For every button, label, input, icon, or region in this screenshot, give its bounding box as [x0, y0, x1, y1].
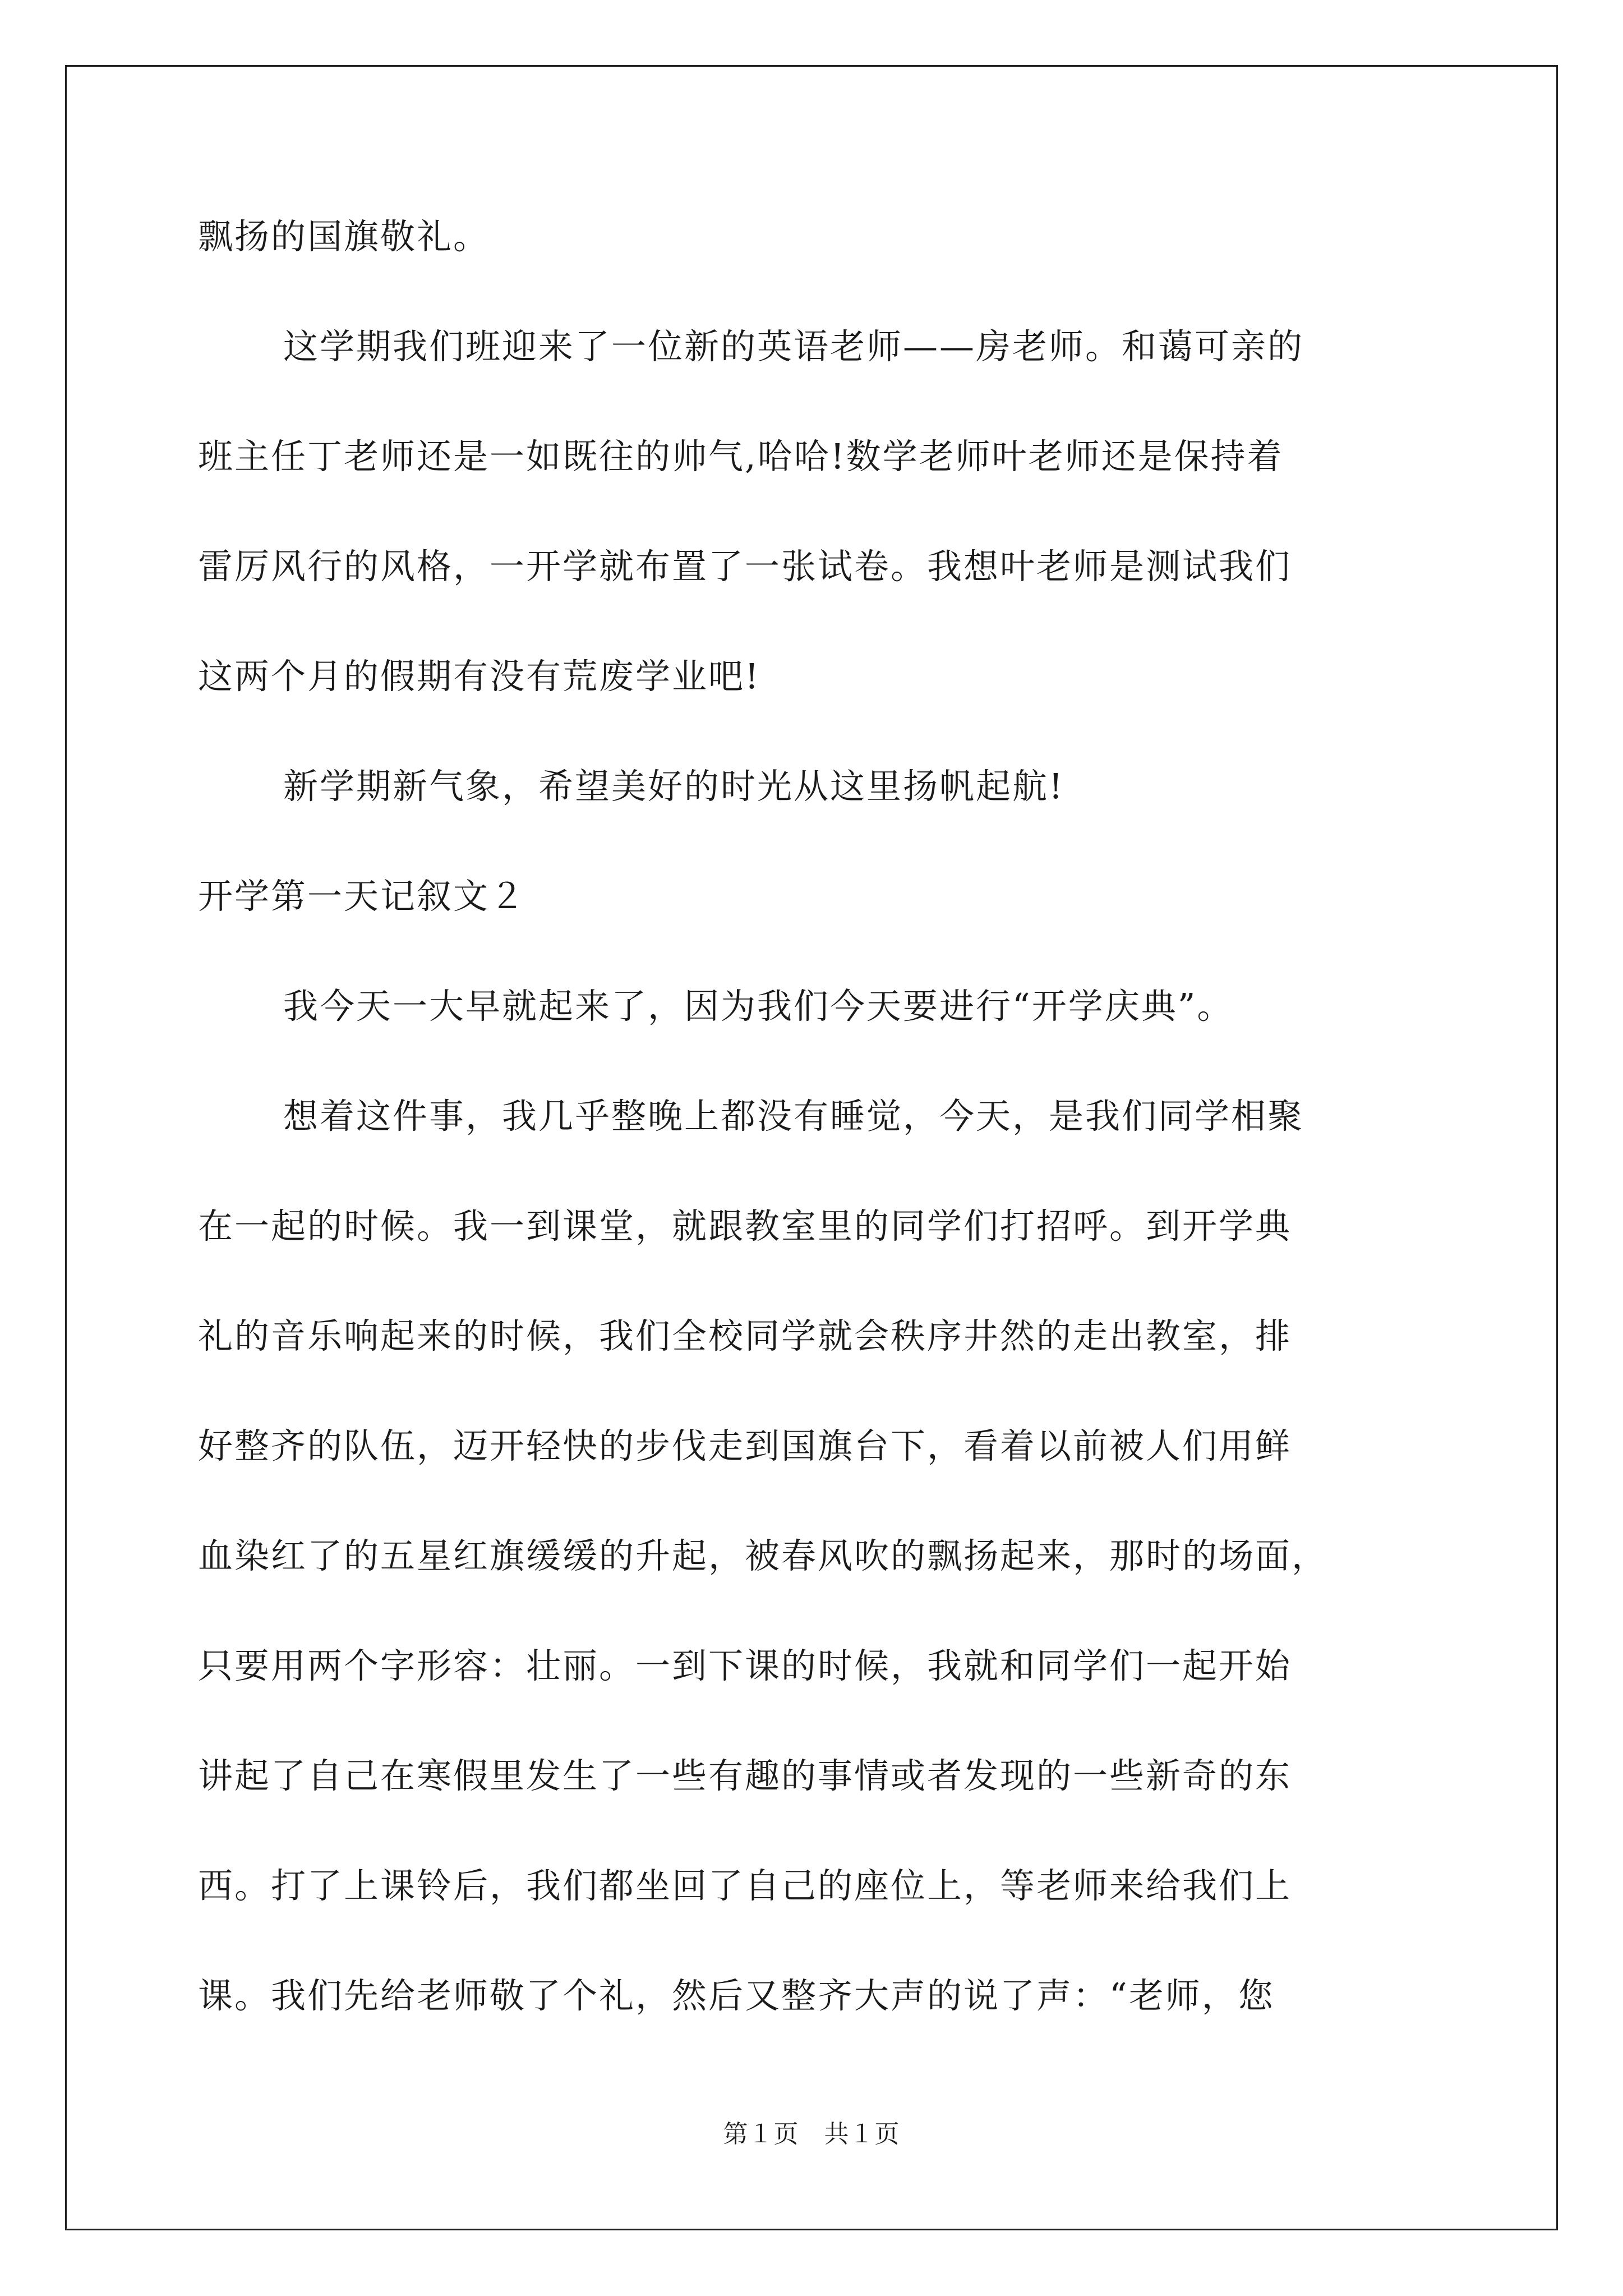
- text-line-10: 在一起的时候。我一到课堂，就跟教室里的同学们打招呼。到开学典: [198, 1205, 1292, 1246]
- text-line-8: 我今天一大早就起来了，因为我们今天要进行“开学庆典”。: [283, 985, 1234, 1027]
- text-line-6: 新学期新气象，希望美好的时光从这里扬帆起航!: [283, 765, 1064, 807]
- text-line-13: 血染红了的五星红旗缓缓的升起，被春风吹的飘扬起来，那时的场面，: [198, 1535, 1329, 1576]
- section-heading: 开学第一天记叙文２: [198, 875, 527, 917]
- text-line-5: 这两个月的假期有没有荒废学业吧!: [198, 655, 760, 697]
- text-line-4: 雷厉风行的风格，一开学就布置了一张试卷。我想叶老师是测试我们: [198, 545, 1292, 587]
- page-number-footer: 第１页 共１页: [723, 2120, 900, 2148]
- text-line-2: 这学期我们班迎来了一位新的英语老师——房老师。和蔼可亲的: [283, 325, 1304, 367]
- document-body: [198, 178, 1477, 2047]
- text-line-12: 好整齐的队伍，迈开轻快的步伐走到国旗台下，看着以前被人们用鲜: [198, 1425, 1292, 1466]
- text-line-1: 飘扬的国旗敬礼。: [198, 215, 490, 257]
- text-line-15: 讲起了自己在寒假里发生了一些有趣的事情或者发现的一些新奇的东: [198, 1755, 1292, 1796]
- text-line-17: 课。我们先给老师敬了个礼，然后又整齐大声的说了声：“老师，您: [198, 1975, 1275, 2016]
- text-line-11: 礼的音乐响起来的时候，我们全校同学就会秩序井然的走出教室，排: [198, 1315, 1292, 1356]
- text-line-3: 班主任丁老师还是一如既往的帅气,哈哈!数学老师叶老师还是保持着: [198, 435, 1284, 477]
- text-line-9: 想着这件事，我几乎整晚上都没有睡觉，今天，是我们同学相聚: [283, 1095, 1304, 1137]
- text-line-14: 只要用两个字形容：壮丽。一到下课的时候，我就和同学们一起开始: [198, 1645, 1292, 1686]
- text-line-16: 西。打了上课铃后，我们都坐回了自己的座位上，等老师来给我们上: [198, 1865, 1292, 1906]
